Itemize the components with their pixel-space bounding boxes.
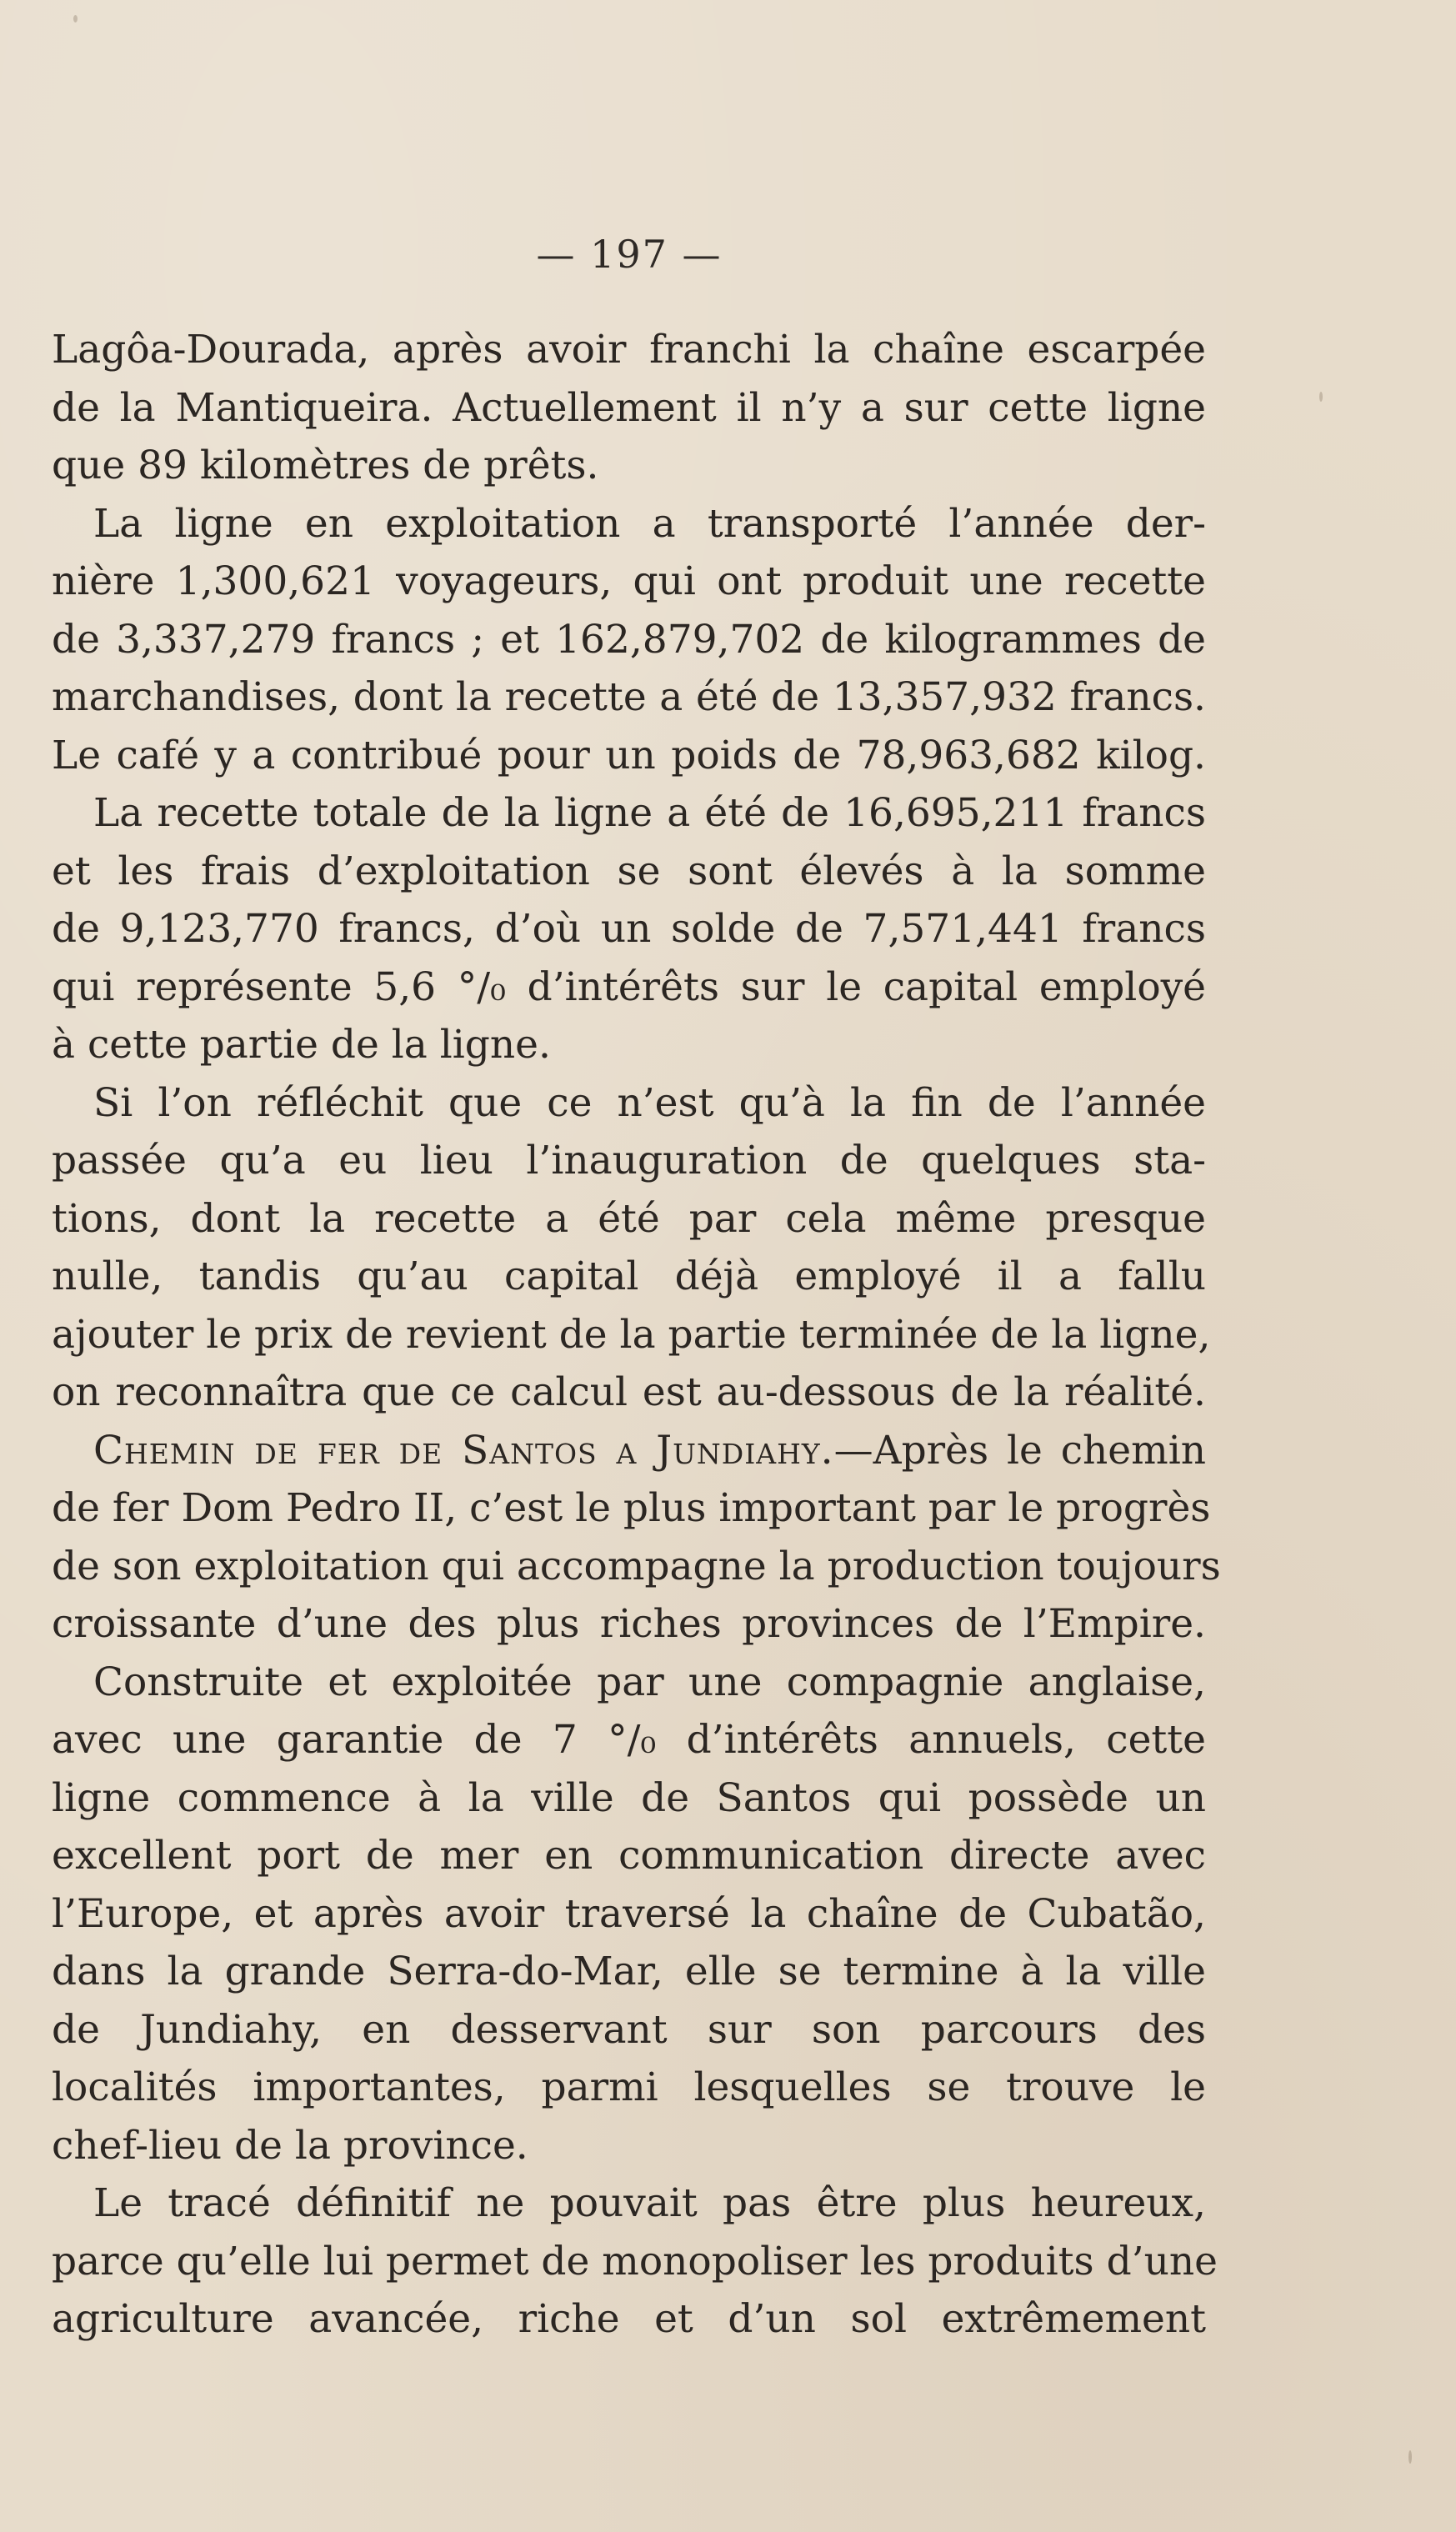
body-text — [52, 321, 1221, 2349]
text-line: chef-lieu de la province. — [52, 2122, 528, 2169]
text-line: nière 1,300,621 voyageurs, qui ont produit une recette — [52, 558, 1206, 604]
text-line: parce qu’elle lui permet de monopoliser les produits d’une — [52, 2238, 1218, 2284]
text-line: de la Mantiqueira. Actuellement il n’y a sur cette ligne — [52, 384, 1206, 431]
page-number: — 197 — — [536, 232, 723, 277]
text-line: ligne commence à la ville de Santos qui possède un — [52, 1774, 1206, 1821]
text-line: et les frais d’exploitation se sont élevés à la somme — [52, 848, 1206, 894]
section-heading-continuation: —Après le chemin — [833, 1427, 1206, 1474]
text-line: Construite et exploitée par une compagnie anglaise, — [93, 1659, 1206, 1705]
text-line: l’Europe, et après avoir traversé la chaîne de Cubatão, — [52, 1890, 1206, 1937]
text-line: Lagôa-Dourada, après avoir franchi la chaîne escarpée — [52, 327, 1206, 373]
text-line: dans la grande Serra-do-Mar, elle se termine à la ville — [52, 1949, 1206, 1994]
section-heading: Chemin de fer de Santos a Jundiahy. — [93, 1427, 834, 1474]
text-line: avec une garantie de 7 °/₀ d’intérêts annuels, cette — [52, 1717, 1206, 1763]
text-line: nulle, tandis qu’au capital déjà employé il a fallu — [52, 1253, 1206, 1299]
text-line: qui représente 5,6 °/₀ d’intérêts sur le capital employé — [52, 963, 1206, 1010]
text-line: excellent port de mer en communication directe avec — [52, 1833, 1206, 1879]
text-line: agriculture avancée, riche et d’un sol extrêmement — [52, 2296, 1206, 2342]
text-line: localités importantes, parmi lesquelles se trouve le — [52, 2064, 1206, 2110]
text-line: marchandises, dont la recette a été de 13,357,932 francs. — [52, 674, 1206, 720]
text-line: Le tracé définitif ne pouvait pas être plus heureux, — [93, 2180, 1206, 2226]
text-line: de son exploitation qui accompagne la production toujours — [52, 1543, 1221, 1589]
text-line: La recette totale de la ligne a été de 16,695,211 francs — [93, 790, 1206, 836]
text-line: tions, dont la recette a été par cela même presque — [52, 1195, 1206, 1242]
text-line: Le café y a contribué pour un poids de 78,963,682 kilog. — [52, 732, 1206, 778]
text-line: La ligne en exploitation a transporté l’année der- — [93, 500, 1206, 547]
text-line: de 9,123,770 francs, d’où un solde de 7,571,441 francs — [52, 906, 1206, 952]
text-line: Si l’on réfléchit que ce n’est qu’à la fin de l’année — [93, 1079, 1206, 1126]
text-line: de Jundiahy, en desservant sur son parcours des — [52, 2006, 1206, 2053]
text-line: à cette partie de la ligne. — [52, 1022, 551, 1068]
paper-speck — [1319, 392, 1323, 402]
text-line: on reconnaîtra que ce calcul est au-dessous de la réalité. — [52, 1369, 1206, 1415]
text-line: croissante d’une des plus riches provinces de l’Empire. — [52, 1601, 1206, 1647]
text-line: de 3,337,279 francs ; et 162,879,702 de kilogrammes de — [52, 616, 1206, 663]
text-line: que 89 kilomètres de prêts. — [52, 443, 599, 488]
paper-speck — [1408, 2450, 1412, 2464]
paper-speck — [73, 15, 78, 23]
section-heading-line — [52, 1422, 1206, 1480]
text-line: ajouter le prix de revient de la partie terminée de la ligne, — [52, 1311, 1211, 1358]
text-line: passée qu’a eu lieu l’inauguration de quelques sta- — [52, 1138, 1206, 1183]
text-line: de fer Dom Pedro II, c’est le plus important par le progrès — [52, 1485, 1211, 1531]
